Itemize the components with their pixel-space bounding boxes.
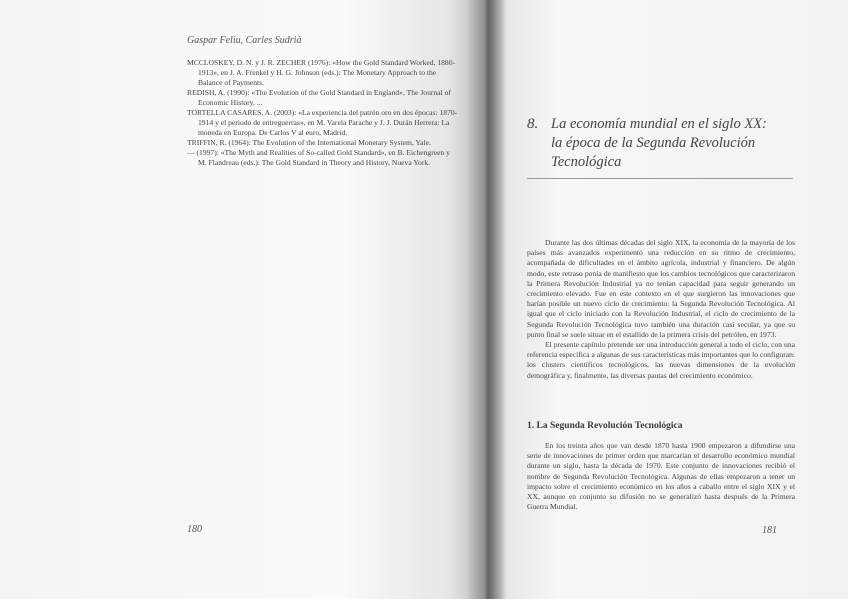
intro-paragraph: El presente capítulo pretende ser una introducción general a todo el ciclo, con una referencia específica a algunas de sus características más importantes que lo configuran: los clusters científicos tecnológicos, las nuevas dimensiones de la evolución demográfica y, finalmente, las diversas pautas del crecimiento económico. <box>527 340 795 380</box>
chapter-number: 8. <box>527 116 539 132</box>
chapter-divider <box>527 178 793 179</box>
section-paragraph: En los treinta años que van desde 1870 hasta 1900 empezaron a difundirse una serie de innovaciones de primer orden que marcarían el desarrollo económico mundial durante un siglo, hasta la década de 1970. Este conjunto de innovaciones recibió el nombre de Segunda Revolución Tecnológica. Algunas de ellas empezaron a tener un impacto sobre el crecimiento económico en los años a caballo entre el siglo XIX y el XX, aunque en conjunto su difusión no se generalizó hasta después de la Primera Guerra Mundial. <box>527 441 795 512</box>
section-heading: 1. La Segunda Revolución Tecnológica <box>527 421 683 431</box>
chapter-intro <box>527 238 795 381</box>
section-body <box>527 441 795 512</box>
chapter-title-line: La economía mundial en el siglo XX: <box>551 116 767 132</box>
page-number-left: 180 <box>187 524 202 535</box>
page-number-right: 181 <box>762 525 777 536</box>
chapter-title-line: Tecnológica <box>551 154 622 170</box>
reference-item: TORTELLA CASARES, A. (2003): «La experiencia del patrón oro en dos épocas: 1870-1914 y el periodo de entreguerras», en M. Varela Parache y J. J. Durán Herrera: La moneda en Europa. De Carlos V al euro, Madrid. <box>187 107 458 137</box>
reference-item: MCCLOSKEY, D. N. y J. R. ZECHER (1976): «How the Gold Standard Worked, 1880-1913», en J. A. Frenkel y H. G. Johnson (eds.): The Monetary Approach to the Balance of Payments. <box>187 58 456 87</box>
running-head: Gaspar Feliu, Carles Sudrià <box>187 35 302 46</box>
chapter-title-line: la época de la Segunda Revolución <box>551 135 756 151</box>
intro-paragraph: Durante las dos últimas décadas del siglo XIX, la economía de la mayoría de los países más avanzados experimentó una reducción en su ritmo de crecimiento, acompañada de dificultades en el ámbito agrícola, industrial y financiero. De algún modo, este retraso ponía de manifiesto que los cambios tecnológicos que caracterizaron la Primera Revolución Industrial ya no tenían capacidad para seguir generando un crecimiento elevado. Fue en este contexto en el que surgieron las innovaciones que harían posible un nuevo ciclo de crecimiento: la Segunda Revolución Tecnológica. Al igual que el ciclo iniciado con la Revolución Industrial, el ciclo de crecimiento de la Segunda Revolución Tecnológica tuvo también una duración casi secular, ya que su punto final se suele situar en el estallido de la primera crisis del petróleo, en 1973. <box>527 238 795 339</box>
reference-list <box>187 58 459 168</box>
reference-item: REDISH, A. (1990): «The Evolution of the Gold Standard in England», The Journal of Economic History, ... <box>187 87 451 107</box>
reference-item: — (1997): «The Myth and Realities of So-called Gold Standard», en B. Eichengreen y M. Flandreau (eds.): The Gold Standard in Theory and History, Nueva York. <box>187 148 450 167</box>
reference-item: TRIFFIN, R. (1964): The Evolution of the International Monetary System, Yale. <box>187 137 431 147</box>
book-gutter-shadow <box>466 0 506 599</box>
